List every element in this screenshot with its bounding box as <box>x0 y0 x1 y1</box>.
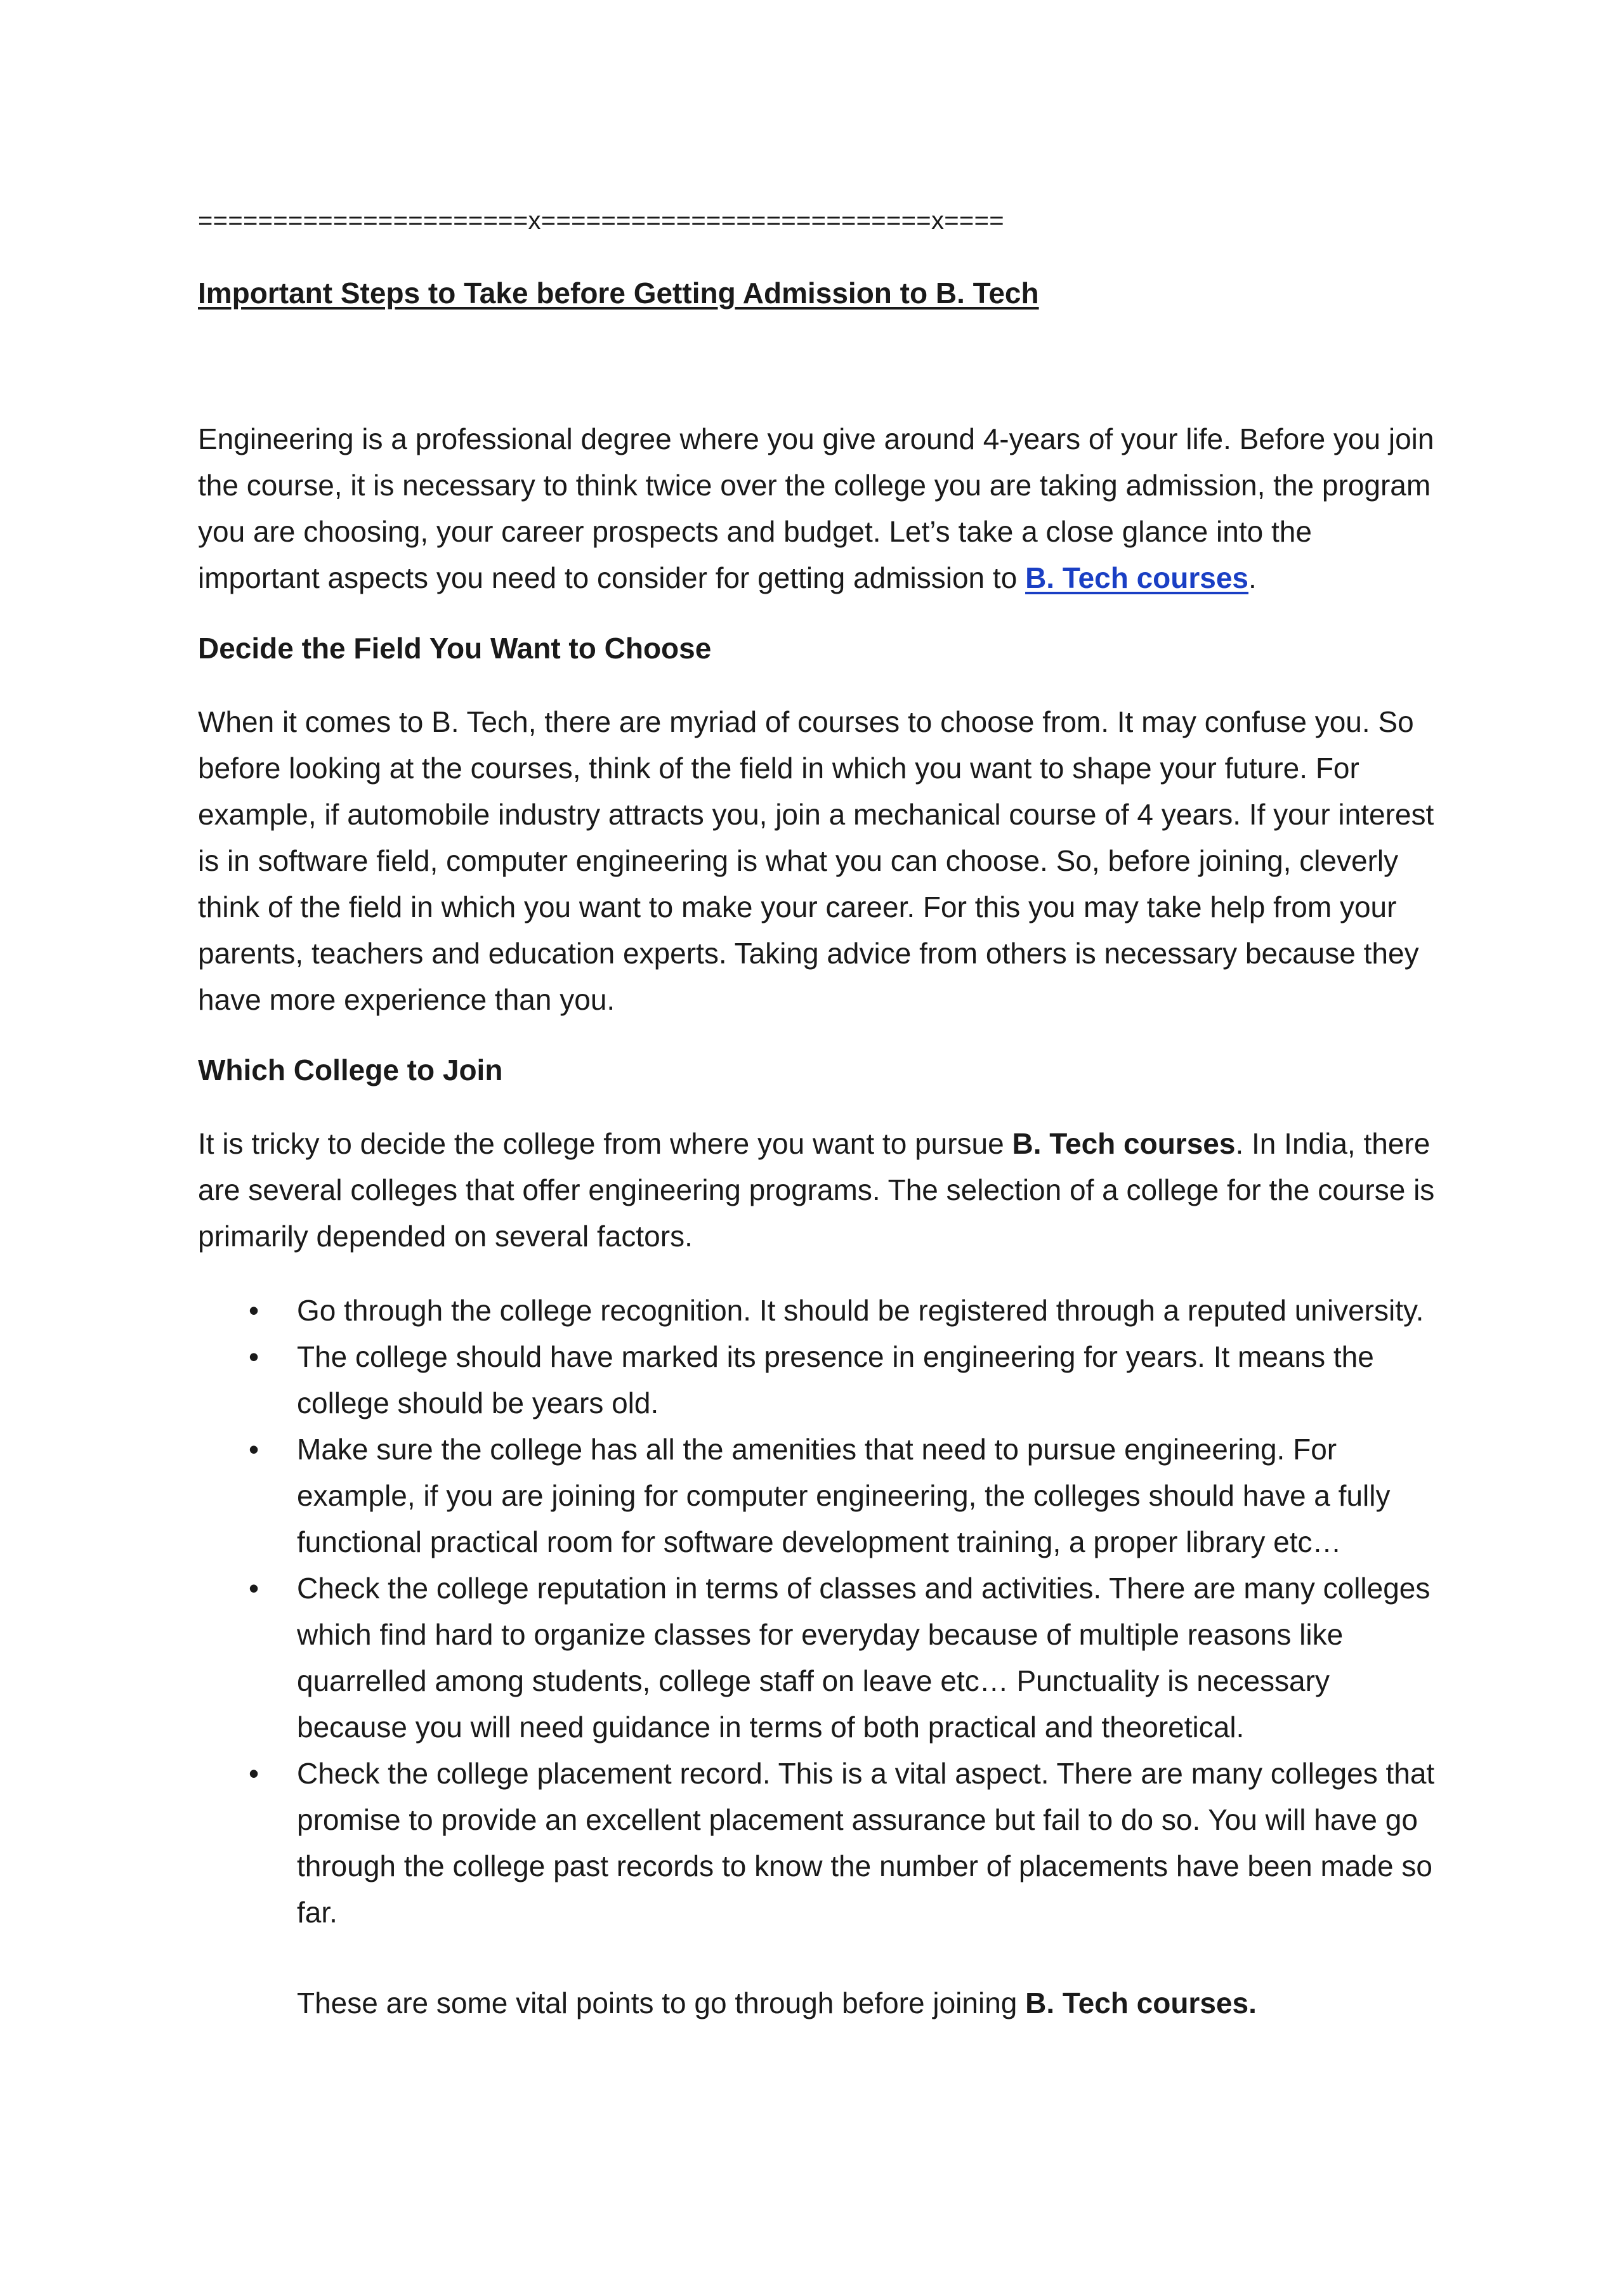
document-body <box>198 202 1441 2026</box>
intro-paragraph <box>198 416 1441 601</box>
bullet-icon: • <box>249 1433 259 1466</box>
btech-courses-link[interactable]: B. Tech courses <box>1025 561 1249 594</box>
document-title: Important Steps to Take before Getting Admission to B. Tech <box>198 277 1039 310</box>
college-text-after: . In India, there are several colleges that offer engineering programs. The selection of a college for the course is primarily depended on several factors. <box>198 1127 1435 1253</box>
list-item-text: The college should have marked its presence in engineering for years. It means the college should be years old. <box>297 1340 1374 1419</box>
closing-paragraph <box>297 1980 1441 2026</box>
bullet-icon: • <box>249 1294 259 1327</box>
list-item-text: Check the college placement record. This is a vital aspect. There are many colleges that promise to provide an excellent placement assurance but fail to do so. You will have go through the college past records to know the number of placements have been made so far. <box>297 1757 1435 1929</box>
college-text-before: It is tricky to decide the college from where you want to pursue <box>198 1127 1012 1160</box>
closing-bold-courses: B. Tech courses. <box>1025 1986 1257 2019</box>
list-item-text: Go through the college recognition. It should be registered through a reputed university. <box>297 1294 1424 1327</box>
section-paragraph-college <box>198 1121 1441 1260</box>
factors-list <box>198 1288 1441 1936</box>
list-item <box>198 1565 1441 1751</box>
list-item <box>198 1288 1441 1334</box>
bullet-icon: • <box>249 1340 259 1373</box>
closing-text: These are some vital points to go through before joining <box>297 1986 1026 2019</box>
section-paragraph-field: When it comes to B. Tech, there are myriad of courses to choose from. It may confuse you. So before looking at the courses, think of the field in which you want to shape your future. For example, if automobile industry attracts you, join a mechanical course of 4 years. If your interest is in software field, computer engineering is what you can choose. So, before joining, cleverly think of the field in which you want to make your career. For this you may take help from your parents, teachers and education experts. Taking advice from others is necessary because they have more experience than you. <box>198 705 1434 1016</box>
section-heading-field: Decide the Field You Want to Choose <box>198 632 712 665</box>
list-item <box>198 1751 1441 1936</box>
separator-line: ======================x==========================x==== <box>198 207 1004 235</box>
bullet-icon: • <box>249 1572 259 1605</box>
list-item <box>198 1426 1441 1565</box>
bullet-icon: • <box>249 1757 259 1790</box>
section-heading-college: Which College to Join <box>198 1053 503 1086</box>
list-item <box>198 1334 1441 1426</box>
list-item-text: Check the college reputation in terms of classes and activities. There are many colleges which find hard to organize classes for everyday because of multiple reasons like quarrelled among students, college staff on leave etc… Punctuality is necessary because you will need guidance in terms of both practical and theoretical. <box>297 1572 1431 1744</box>
intro-text: Engineering is a professional degree where you give around 4-years of your life. Before you join the course, it is necessary to think twice over the college you are taking admission, the program you are choosing, your career prospects and budget. Let’s take a close glance into the important aspects you need to consider for getting admission to <box>198 422 1434 594</box>
intro-end: . <box>1248 561 1257 594</box>
college-bold-courses: B. Tech courses <box>1012 1127 1236 1160</box>
list-item-text: Make sure the college has all the amenities that need to pursue engineering. For example, if you are joining for computer engineering, the colleges should have a fully functional practical room for software development training, a proper library etc… <box>297 1433 1391 1558</box>
